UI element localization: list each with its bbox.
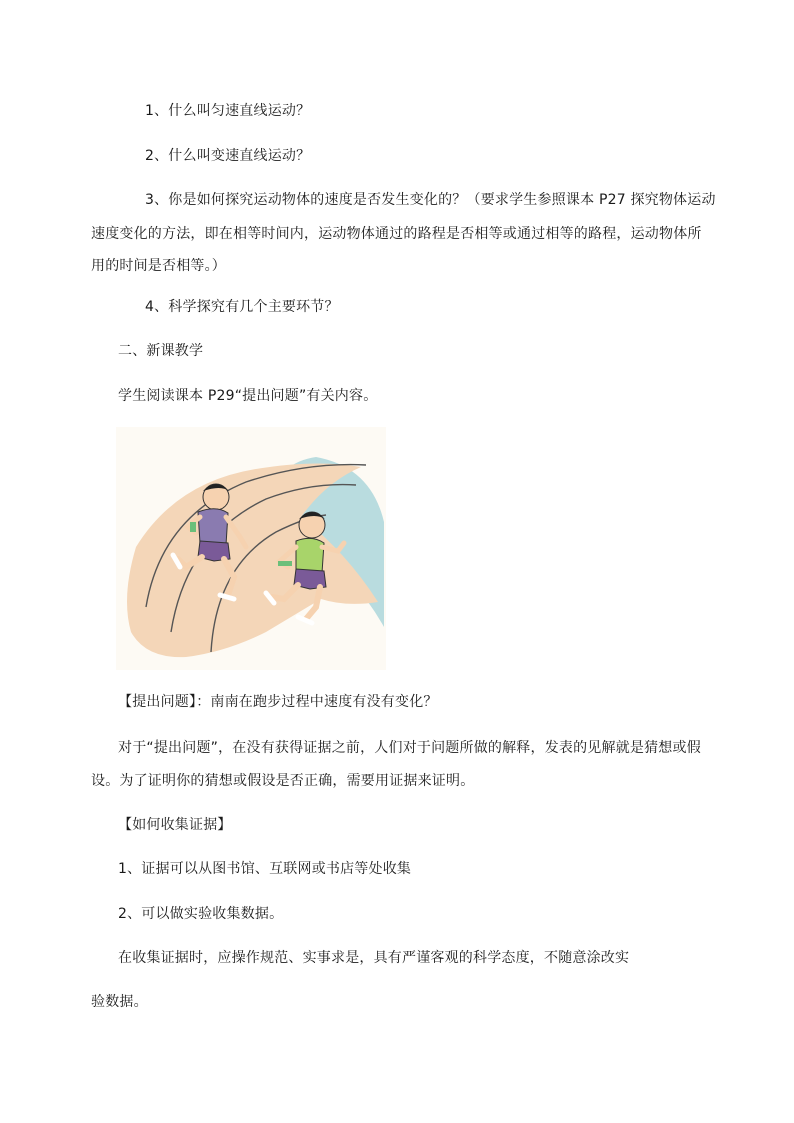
question-3-line-1: 3、你是如何探究运动物体的速度是否发生变化的？（要求学生参照课本 P27 探究物体运动 [145, 192, 716, 208]
question-3-line-2: 速度变化的方法，即在相等时间内，运动物体通过的路程是否相等或通过相等的路程，运动物体所 [91, 226, 702, 242]
question-3-line-3: 用的时间是否相等。） [91, 258, 226, 274]
evidence-note-line-1: 在收集证据时，应操作规范、实事求是，具有严谨客观的科学态度，不随意涂改实 [118, 950, 630, 966]
problem-statement: 【提出问题】：南南在跑步过程中速度有没有变化？ [118, 694, 438, 710]
question-2: 2、什么叫变速直线运动？ [145, 148, 311, 164]
evidence-note-line-2: 验数据。 [91, 994, 148, 1010]
question-1: 1、什么叫匀速直线运动？ [145, 103, 311, 119]
runners-illustration [116, 427, 386, 670]
evidence-heading: 【如何收集证据】 [118, 817, 232, 833]
reading-instruction: 学生阅读课本 P29“提出问题”有关内容。 [118, 388, 378, 404]
hypothesis-line-1: 对于“提出问题”，在没有获得证据之前，人们对于问题所做的解释，发表的见解就是猜想或假 [118, 740, 701, 756]
section-heading: 二、新课教学 [118, 343, 204, 359]
evidence-item-1: 1、证据可以从图书馆、互联网或书店等处收集 [118, 861, 412, 877]
hypothesis-line-2: 设。为了证明你的猜想或假设是否正确，需要用证据来证明。 [91, 773, 475, 789]
evidence-item-2: 2、可以做实验收集数据。 [118, 906, 284, 922]
question-4: 4、科学探究有几个主要环节？ [145, 299, 339, 315]
